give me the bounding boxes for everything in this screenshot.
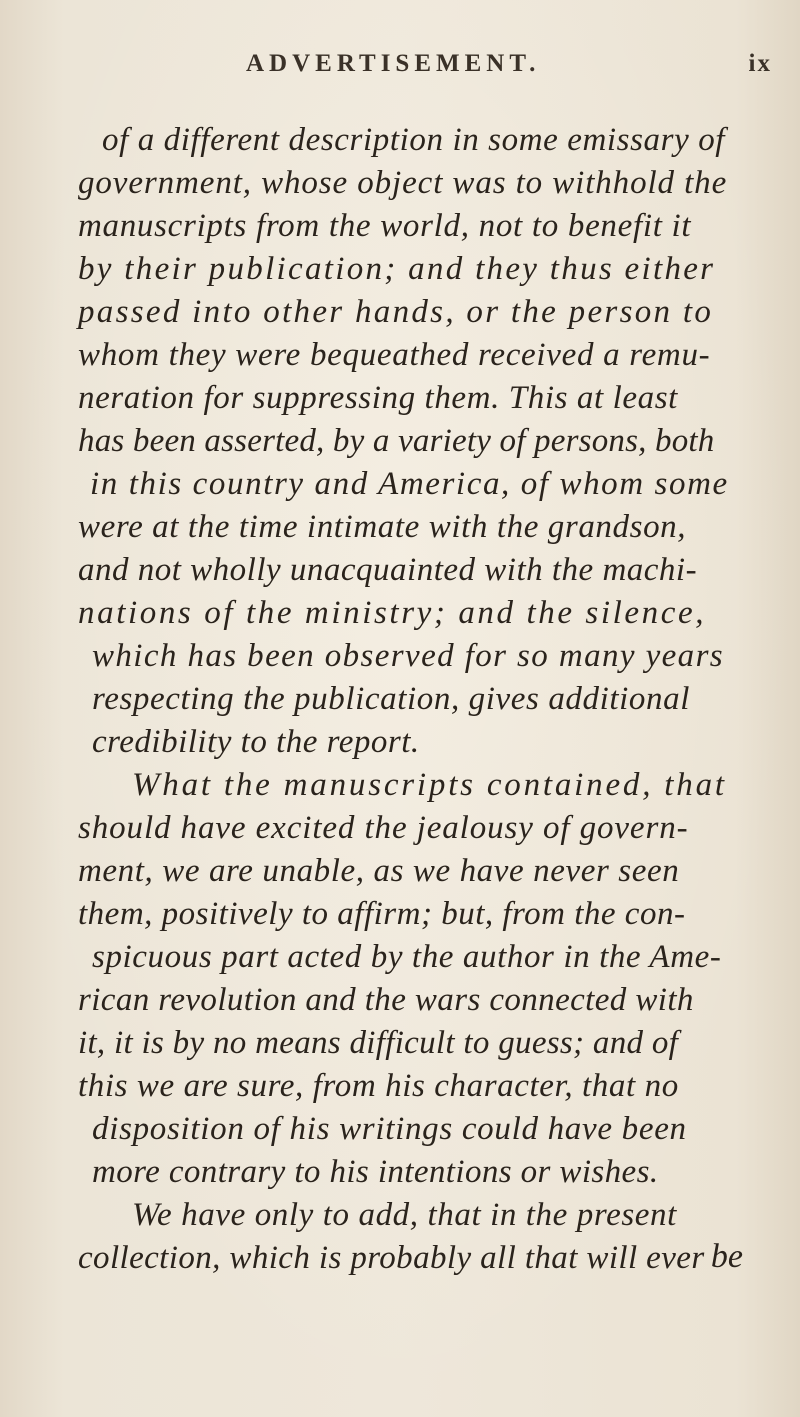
catchword: be <box>710 1238 743 1275</box>
text-line: passed into other hands, or the person to <box>78 294 714 330</box>
text-line: neration for suppressing them. This at least <box>78 380 678 416</box>
text-line: whom they were bequeathed received a remu- <box>78 337 711 373</box>
text-line: respecting the publication, gives additional <box>92 681 691 717</box>
text-line: in this country and America, of whom some <box>90 466 729 502</box>
text-line: were at the time intimate with the grandson, <box>78 509 687 545</box>
text-line: government, whose object was to withhold the <box>78 165 728 201</box>
text-line: it, it is by no means difficult to guess; and of <box>78 1025 679 1061</box>
text-line: rican revolution and the wars connected with <box>78 982 694 1018</box>
running-head: ADVERTISEMENT. <box>246 50 541 77</box>
text-line: this we are sure, from his character, that no <box>78 1068 679 1104</box>
page-number: ix <box>748 50 772 77</box>
text-line: which has been observed for so many years <box>92 638 725 674</box>
text-line: credibility to the report. <box>92 724 420 760</box>
text-line: What the manuscripts contained, that <box>132 767 727 803</box>
text-line: of a different description in some emissary of <box>102 122 726 158</box>
text-line: nations of the ministry; and the silence, <box>78 595 707 631</box>
text-line: and not wholly unacquainted with the machi- <box>78 552 698 588</box>
text-line: disposition of his writings could have been <box>92 1111 687 1147</box>
text-line: spicuous part acted by the author in the Ame- <box>92 939 722 975</box>
text-line: by their publication; and they thus either <box>78 251 716 287</box>
text-line: more contrary to his intentions or wishes. <box>92 1154 659 1190</box>
page-header <box>0 50 800 90</box>
text-line: We have only to add, that in the present <box>132 1197 677 1233</box>
text-line: has been asserted, by a variety of persons, both <box>78 423 715 459</box>
text-line: collection, which is probably all that will ever <box>78 1240 705 1276</box>
text-line: should have excited the jealousy of govern- <box>78 810 689 846</box>
text-line: them, positively to affirm; but, from the con- <box>78 896 686 932</box>
text-line: manuscripts from the world, not to benefit it <box>78 208 692 244</box>
text-line: ment, we are unable, as we have never seen <box>78 853 680 889</box>
